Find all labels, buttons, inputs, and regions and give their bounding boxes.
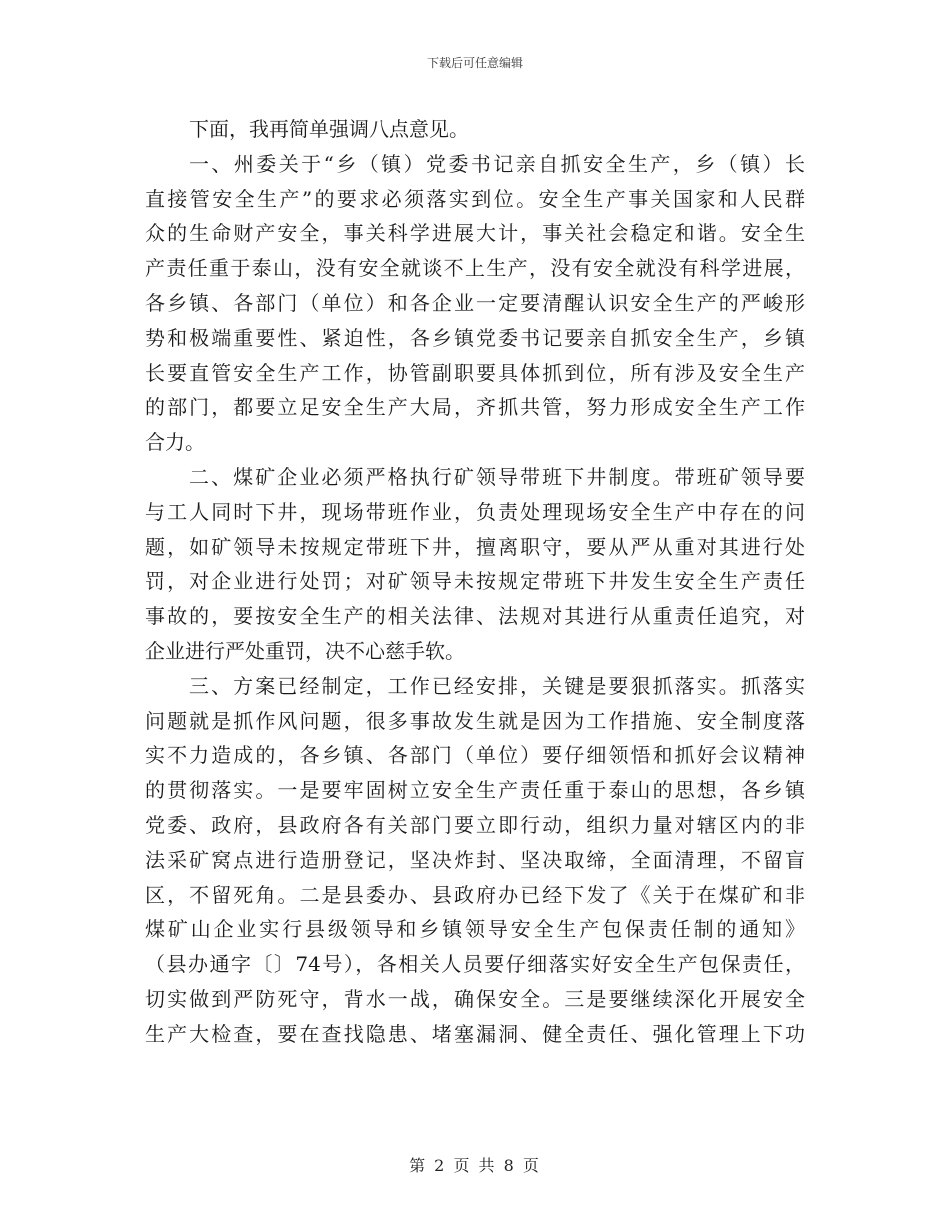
document-body — [145, 112, 805, 1052]
paragraph-line: 与工人同时下井，现场带班作业，负责处理现场安全生产中存在的问 — [145, 499, 805, 524]
paragraph-line: 各乡镇、各部门（单位）和各企业一定要清醒认识安全生产的严峻形 — [145, 290, 805, 315]
paragraph-line: 区，不留死角。二是县委办、县政府办已经下发了《关于在煤矿和非 — [145, 882, 805, 907]
paragraph-line: 的贯彻落实。一是要牢固树立安全生产责任重于泰山的思想，各乡镇 — [145, 778, 805, 803]
paragraph-line: 党委、政府，县政府各有关部门要立即行动，组织力量对辖区内的非 — [145, 812, 805, 837]
paragraph-line: 事故的，要按安全生产的相关法律、法规对其进行从重责任追究，对 — [145, 604, 805, 629]
paragraph-line: 切实做到严防死守，背水一战，确保安全。三是要继续深化开展安全 — [145, 986, 805, 1011]
page-number-footer: 第 2 页 共 8 页 — [409, 1156, 541, 1175]
paragraph-line: 的部门，都要立足安全生产大局，齐抓共管，努力形成安全生产工作 — [145, 395, 805, 420]
paragraph-line: 长要直管安全生产工作，协管副职要具体抓到位，所有涉及安全生产 — [145, 360, 805, 385]
page-header: 下载后可任意编辑 — [426, 56, 523, 70]
paragraph-line: 合力。 — [145, 430, 205, 455]
paragraph-line: 实不力造成的，各乡镇、各部门（单位）要仔细领悟和抓好会议精神 — [145, 743, 805, 768]
paragraph-line: 罚，对企业进行处罚；对矿领导未按规定带班下井发生安全生产责任 — [145, 569, 805, 594]
paragraph-line: 二、煤矿企业必须严格执行矿领导带班下井制度。带班矿领导要 — [189, 464, 805, 489]
paragraph-line: 问题就是抓作风问题，很多事故发生就是因为工作措施、安全制度落 — [145, 708, 805, 733]
paragraph-line: 三、方案已经制定，工作已经安排，关键是要狠抓落实。抓落实 — [189, 673, 805, 698]
paragraph-line: 下面，我再简单强调八点意见。 — [189, 117, 469, 141]
paragraph-line: 题，如矿领导未按规定带班下井，擅离职守，要从严从重对其进行处 — [145, 534, 805, 559]
paragraph-line: 众的生命财产安全，事关科学进展大计，事关社会稳定和谐。安全生 — [145, 221, 805, 246]
paragraph-line: 一、州委关于“乡（镇）党委书记亲自抓安全生产，乡（镇）长 — [189, 151, 805, 176]
paragraph-line: 生产大检查，要在查找隐患、堵塞漏洞、健全责任、强化管理上下功 — [145, 1021, 805, 1046]
paragraph-line: 直接管安全生产”的要求必须落实到位。安全生产事关国家和人民群 — [145, 186, 805, 211]
paragraph-line: 法采矿窝点进行造册登记，坚决炸封、坚决取缔，全面清理，不留盲 — [145, 847, 805, 872]
paragraph-line: 势和极端重要性、紧迫性，各乡镇党委书记要亲自抓安全生产，乡镇 — [145, 325, 805, 350]
paragraph-line: 产责任重于泰山，没有安全就谈不上生产，没有安全就没有科学进展， — [145, 256, 805, 281]
paragraph-line: 煤矿山企业实行县级领导和乡镇领导安全生产包保责任制的通知》 — [145, 917, 805, 942]
paragraph-line: 企业进行严处重罚，决不心慈手软。 — [145, 638, 465, 663]
paragraph-line: （县办通字〔〕74号），各相关人员要仔细落实好安全生产包保责任， — [145, 952, 805, 977]
